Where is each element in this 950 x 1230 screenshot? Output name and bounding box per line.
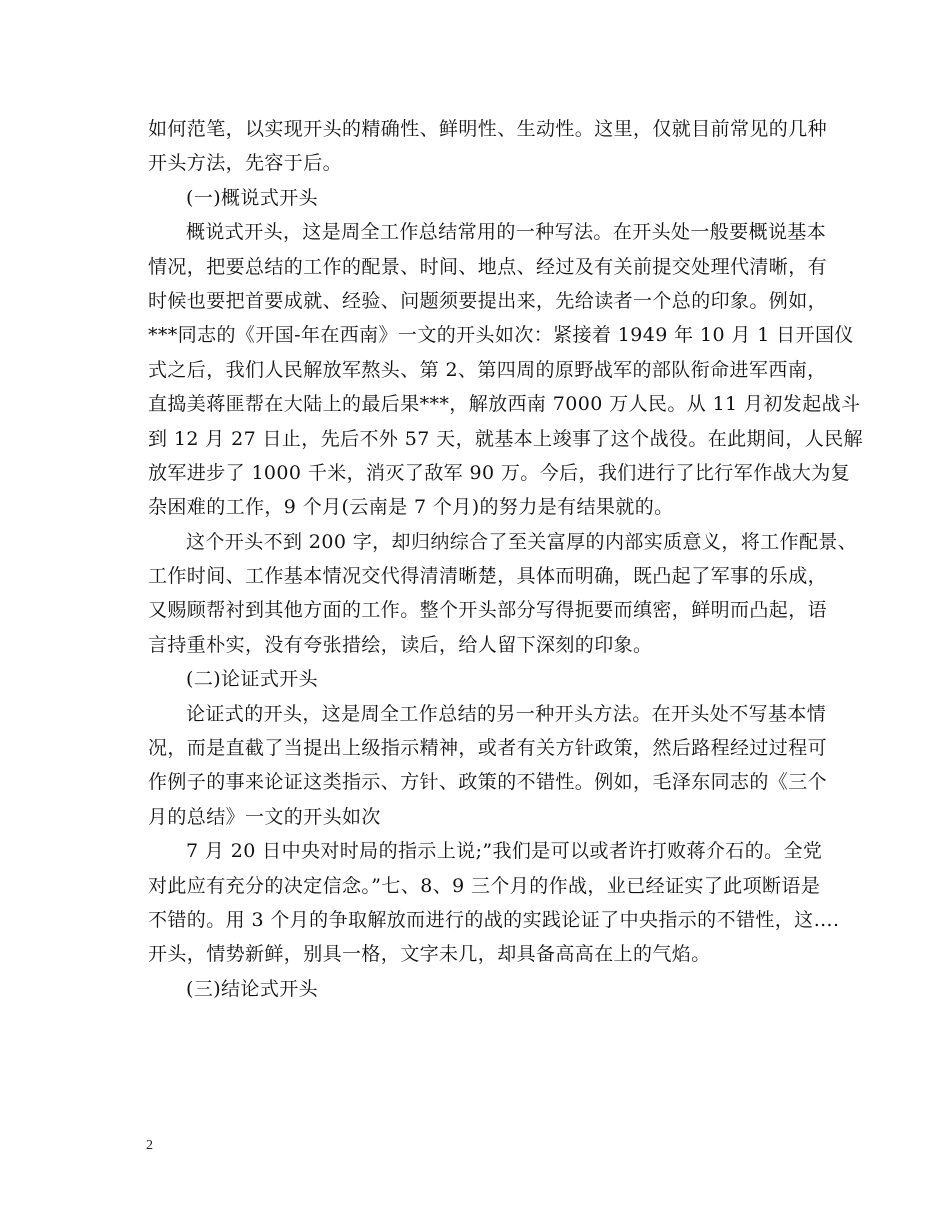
body-line: 这个开头不到 200 字，却归纳综合了至关富厚的内部实质意义，将工作配景、 — [186, 530, 858, 553]
body-line: ***同志的《开国-年在西南》一文的开头如次：紧接着 1949 年 10 月 1 日开国仪 — [148, 324, 854, 347]
section-heading: (二)论证式开头 — [186, 668, 319, 691]
section-heading: (三)结论式开头 — [186, 977, 319, 1000]
body-line: 放军进步了 1000 千米，消灭了敌军 90 万。今后，我们进行了比行军作战大为复 — [148, 461, 851, 484]
body-line: 情况，把要总结的工作的配景、时间、地点、经过及有关前提交处理代清晰，有 — [148, 255, 828, 278]
body-line: 言持重朴实，没有夸张措绘，读后，给人留下深刻的印象。 — [148, 633, 653, 656]
body-line: 杂困难的工作，9 个月(云南是 7 个月)的努力是有结果就的。 — [148, 496, 674, 519]
body-line: 到 12 月 27 日止，先后不外 57 天，就基本上竣事了这个战役。在此期间，人民解 — [148, 427, 863, 450]
body-line: 时候也要把首要成就、经验、问题须要提出来，先给读者一个总的印象。例如， — [148, 289, 828, 312]
body-line: 又赐顾帮衬到其他方面的工作。整个开头部分写得扼要而缜密，鲜明而凸起，语 — [148, 599, 828, 622]
body-line: 对此应有充分的决定信念。”七、8、9 三个月的作战，业已经证实了此项断语是 — [148, 874, 821, 897]
body-line: 概说式开头，这是周全工作总结常用的一种写法。在开头处一般要概说基本 — [186, 221, 827, 244]
body-line: 开头方法，先容于后。 — [148, 152, 343, 175]
body-line: 直捣美蒋匪帮在大陆上的最后果***，解放西南 7000 万人民。从 11 月初发起战斗 — [148, 393, 861, 416]
document-body — [148, 112, 863, 1006]
body-line: 7 月 20 日中央对时局的指示上说;”我们是可以或者许打败蒋介石的。全党 — [186, 840, 823, 863]
body-line: 作例子的事来论证这类指示、方针、政策的不错性。例如，毛泽东同志的《三个 — [148, 771, 828, 794]
body-line: 论证式的开头，这是周全工作总结的另一种开头方法。在开头处不写基本情 — [186, 702, 827, 725]
body-line: 如何范笔，以实现开头的精确性、鲜明性、生动性。这里，仅就目前常见的几种 — [148, 118, 828, 140]
body-line: 月的总结》一文的开头如次 — [148, 805, 381, 828]
body-line: 况，而是直截了当提出上级指示精神，或者有关方针政策，然后路程经过过程可 — [148, 737, 828, 760]
body-line: 工作时间、工作基本情况交代得清清晰楚，具体而明确，既凸起了军事的乐成， — [148, 565, 828, 588]
body-line: 不错的。用 3 个月的争取解放而进行的战的实践论证了中央指示的不错性，这…. — [148, 908, 840, 931]
body-line: 式之后，我们人民解放军熬头、第 2、第四周的原野战军的部队衔命进军西南， — [148, 358, 827, 381]
section-heading: (一)概说式开头 — [186, 186, 319, 209]
body-line: 开头，情势新鲜，别具一格，文字未几，却具备高高在上的气焰。 — [148, 943, 711, 966]
page-number: 2 — [146, 1138, 153, 1153]
